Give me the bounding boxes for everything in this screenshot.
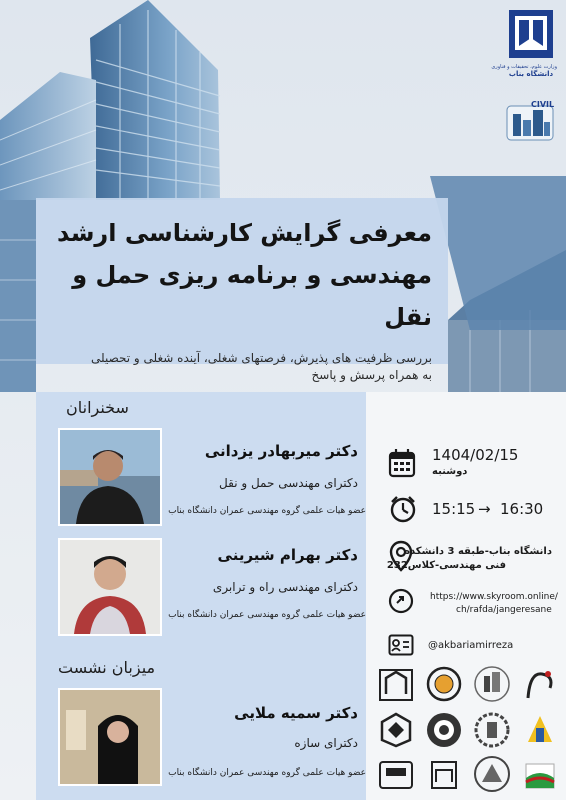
contact-handle[interactable]: @akbariamirreza (428, 640, 514, 651)
title-panel (36, 198, 448, 382)
speakers-heading: سخنرانان (66, 398, 129, 417)
event-time-end: 16:30 (500, 500, 544, 518)
host-name: دکتر سمیه ملایی (234, 704, 358, 722)
partner-logo-icon (424, 754, 464, 794)
speaker-degree: دکترای مهندسی راه و ترابری (212, 580, 358, 594)
university-logo (491, 8, 557, 82)
link-icon (388, 588, 414, 614)
calendar-icon (388, 448, 416, 478)
speakers-panel (36, 392, 366, 800)
university-emblem-icon (505, 8, 557, 60)
event-subtitle-line2: به همراه پرسش و پاسخ (311, 368, 432, 382)
partner-logo-icon (424, 664, 464, 704)
event-time-arrow: → (478, 500, 491, 518)
host-photo (58, 688, 162, 786)
event-location-line2: فنی مهندسی-کلاس232 (386, 560, 506, 571)
partner-logo-icon (520, 710, 560, 750)
host-heading: میزبان نشست (58, 658, 156, 677)
event-link-line2[interactable]: ch/rafda/jangeresane (456, 605, 552, 615)
host-affiliation: عضو هیات علمی گروه مهندسی عمران دانشگاه بناب (168, 768, 366, 778)
alarm-clock-icon (388, 494, 418, 524)
event-weekday: دوشنبه (432, 466, 468, 477)
person-portrait-icon (60, 430, 160, 524)
partner-logo-icon (472, 664, 512, 704)
partner-logo-icon (472, 710, 512, 750)
event-location-line1: دانشگاه بناب-طبقه 3 دانشکده (404, 546, 552, 557)
university-logo-text: دانشگاه بناب (508, 70, 554, 78)
civil-logo-text: CIVIL (531, 100, 555, 109)
person-portrait-icon (60, 690, 160, 784)
partner-logo-icon (520, 754, 560, 794)
contact-card-icon (388, 634, 414, 656)
partner-logo-icon (376, 710, 416, 750)
partner-logo-icon (424, 710, 464, 750)
partner-logo-icon (520, 664, 560, 704)
partner-logo-icon (472, 754, 512, 794)
event-date: 1404/02/15 (432, 446, 519, 464)
speaker-affiliation: عضو هیات علمی گروه مهندسی عمران دانشگاه بناب (168, 506, 366, 516)
partner-logo-icon (376, 754, 416, 794)
person-portrait-icon (60, 540, 160, 634)
speaker-name: دکتر میربهادر یزدانی (204, 442, 358, 460)
event-time-start: 15:15 (432, 500, 476, 518)
civil-association-logo (505, 100, 555, 142)
event-subtitle-line1: بررسی ظرفیت های پذیرش، فرصتهای شغلی، آینده شغلی و تحصیلی (91, 351, 432, 365)
partner-logo-icon (376, 664, 416, 704)
speaker-affiliation: عضو هیات علمی گروه مهندسی عمران دانشگاه بناب (168, 610, 366, 620)
university-logo-subtext: وزارت علوم، تحقیقات و فناوری (491, 64, 557, 70)
event-title-line1: معرفی گرایش کارشناسی ارشد (56, 219, 432, 247)
event-info-column (366, 392, 566, 800)
speaker-photo (58, 538, 162, 636)
speaker-photo (58, 428, 162, 526)
speaker-name: دکتر بهرام شیرینی (217, 546, 358, 564)
host-degree: دکترای سازه (294, 736, 358, 750)
event-link-line1[interactable]: https://www.skyroom.online/ (430, 592, 558, 602)
event-title-line2: مهندسی و برنامه ریزی حمل و نقل (72, 261, 432, 331)
speaker-degree: دکترای مهندسی حمل و نقل (219, 476, 358, 490)
